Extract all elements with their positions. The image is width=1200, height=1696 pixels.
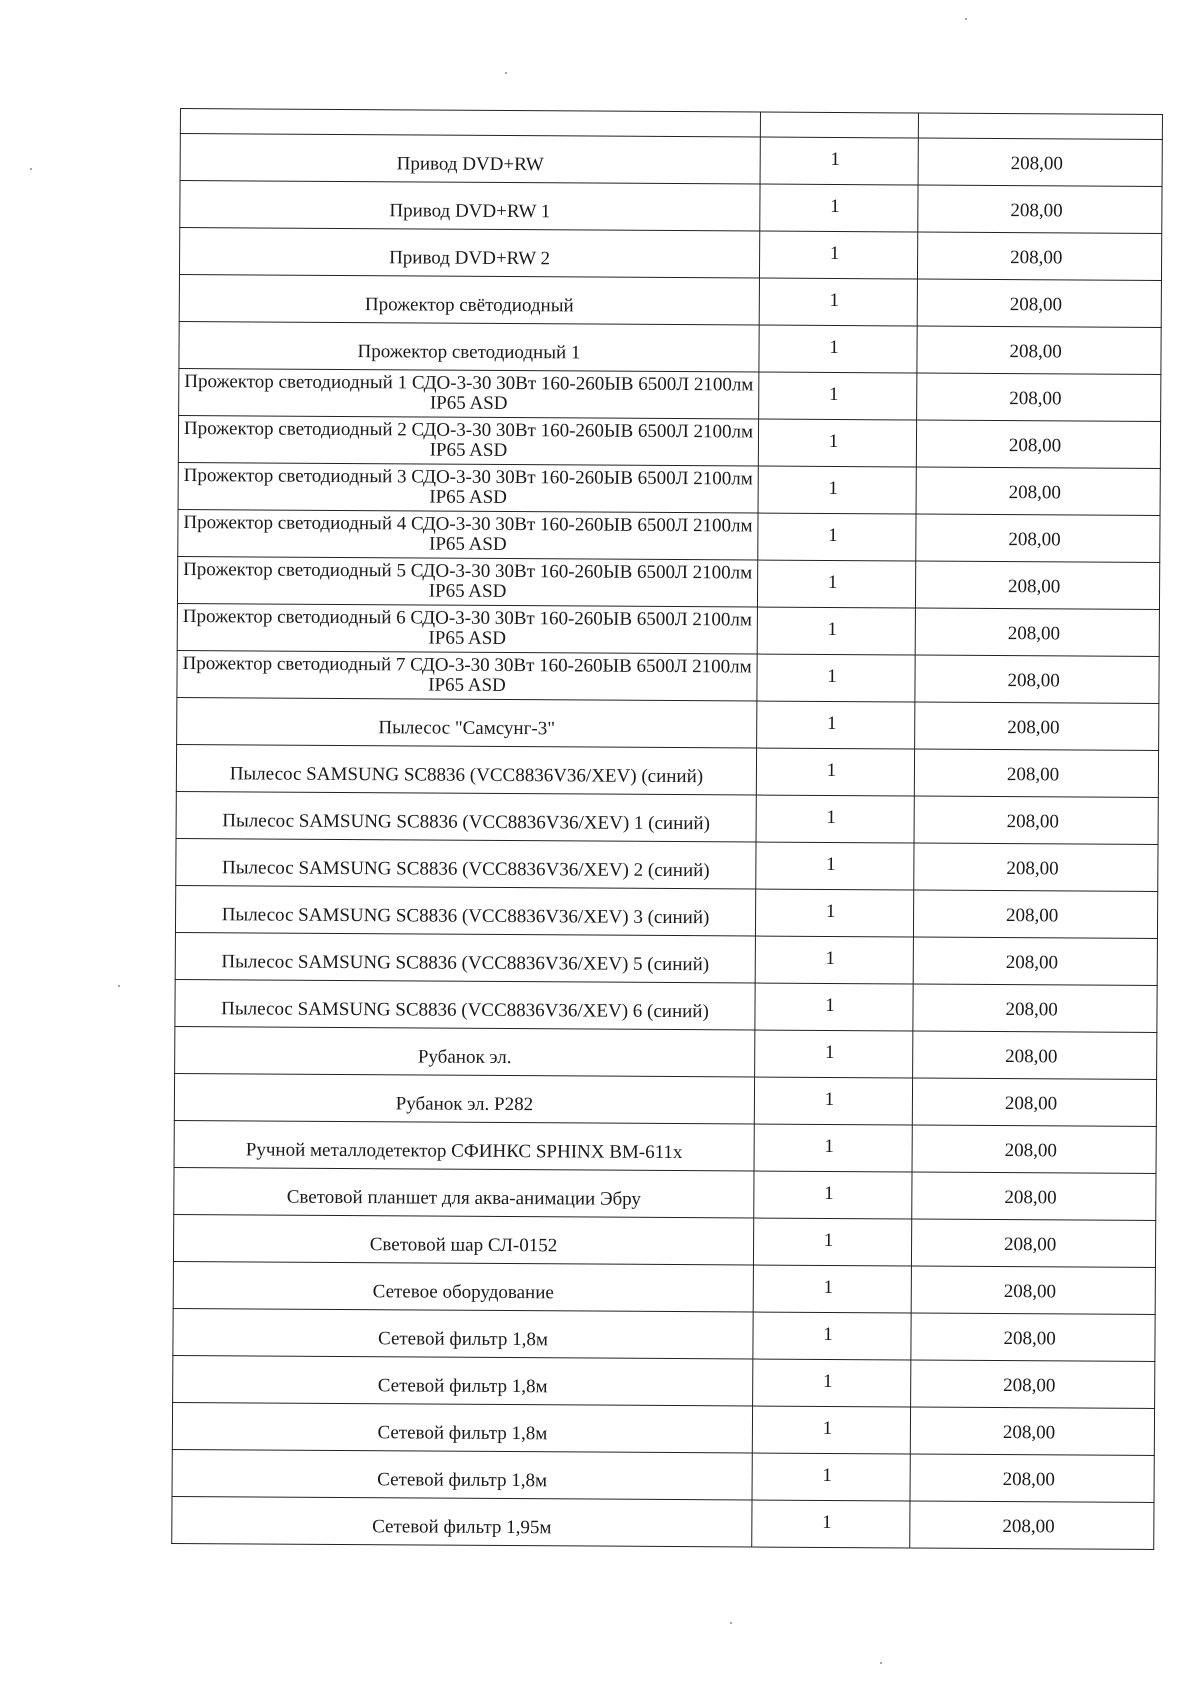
item-name: Сетевой фильтр 1,8м [378, 1327, 548, 1350]
item-sum-cell [914, 796, 1158, 844]
item-qty-cell [758, 513, 916, 561]
item-name: Рубанок эл. [417, 1045, 512, 1068]
header-cell-sum [918, 113, 1162, 139]
item-sum-cell [912, 1172, 1156, 1220]
scan-speck [880, 1662, 882, 1664]
item-name-cell [173, 1261, 753, 1312]
item-name: Привод DVD+RW 2 [389, 246, 551, 269]
item-sum: 208,00 [1004, 1187, 1057, 1209]
table-row [177, 603, 1159, 656]
table-row [179, 228, 1161, 281]
scan-speck [965, 18, 967, 20]
item-name: Пылесос SAMSUNG SC8836 (VCC8836V36/XEV) 1 (синий) [222, 809, 711, 834]
item-sum: 208,00 [1004, 1093, 1058, 1115]
item-qty: 1 [824, 1135, 834, 1157]
item-name: Пылесос SAMSUNG SC8836 (VCC8836V36/XEV) 2 (синий) [221, 856, 710, 881]
item-qty: 1 [826, 712, 837, 734]
item-sum: 208,00 [1002, 1469, 1055, 1491]
item-sum: 208,00 [1006, 811, 1059, 833]
table-row [179, 321, 1161, 374]
item-sum-cell [913, 890, 1157, 938]
table-row [176, 838, 1158, 891]
item-name-cell [176, 838, 756, 889]
item-sum-cell [915, 608, 1159, 656]
table-row [174, 1120, 1156, 1173]
item-sum-cell [913, 937, 1157, 985]
item-sum-cell [912, 1125, 1156, 1173]
table-row [177, 650, 1159, 703]
item-sum-cell [911, 1266, 1155, 1314]
item-sum-cell [918, 138, 1162, 186]
item-sum: 208,00 [1008, 435, 1062, 457]
item-qty: 1 [828, 383, 839, 405]
scan-speck [118, 985, 120, 987]
item-qty: 1 [828, 430, 839, 452]
table-row [178, 415, 1160, 468]
item-name: Прожектор светодиодный 4 СДО-3-30 30Вт 160-260ЫВ 6500Л 2100лм IP65 ASD [183, 512, 753, 556]
table-row [176, 791, 1158, 844]
item-qty: 1 [830, 148, 841, 170]
item-name: Пылесос "Самсунг-3" [378, 716, 556, 739]
item-name: Прожектор светодиодный 5 СДО-3-30 30Вт 160-260ЫВ 6500Л 2100лм IP65 ASD [183, 559, 753, 603]
table-row [173, 1355, 1155, 1408]
item-sum: 208,00 [1010, 247, 1063, 269]
item-qty-cell [759, 278, 917, 326]
item-sum: 208,00 [1008, 529, 1061, 551]
table-row [178, 509, 1160, 562]
item-qty-cell [756, 795, 914, 843]
item-qty-cell [757, 701, 915, 749]
item-qty-cell [760, 137, 918, 185]
item-sum: 208,00 [1004, 1140, 1057, 1162]
item-qty: 1 [825, 947, 836, 969]
table-row [172, 1402, 1154, 1455]
item-name: Световой планшет для аква-анимации Эбру [286, 1186, 642, 1210]
item-sum-cell [911, 1219, 1155, 1267]
table-row [178, 462, 1160, 515]
table-row [175, 932, 1157, 985]
item-name-cell [175, 979, 755, 1030]
item-name-cell [179, 274, 759, 325]
item-sum-cell [917, 232, 1161, 280]
item-name: Сетевой фильтр 1,8м [377, 1421, 548, 1444]
item-name-cell [175, 932, 755, 983]
item-qty: 1 [827, 618, 838, 640]
table-row [173, 1214, 1155, 1267]
item-qty-cell [752, 1453, 910, 1501]
item-sum-cell [910, 1454, 1154, 1502]
item-sum-cell [918, 185, 1162, 233]
item-name: Пылесос SAMSUNG SC8836 (VCC8836V36/XEV) 6 (синий) [221, 997, 709, 1022]
item-name: Прожектор светодиодный 2 СДО-3-30 30Вт 160-260ЫВ 6500Л 2100лм IP65 ASD [183, 418, 754, 462]
item-qty: 1 [825, 900, 836, 922]
item-name: Световой шар СЛ-0152 [369, 1233, 558, 1256]
table-row [172, 1496, 1154, 1549]
item-sum: 208,00 [1005, 952, 1059, 974]
item-sum: 208,00 [1010, 200, 1063, 222]
header-cell-name [180, 109, 760, 138]
item-sum: 208,00 [1003, 1328, 1056, 1350]
item-name-cell [180, 181, 760, 232]
item-name-cell [180, 134, 760, 185]
scan-speck [505, 72, 507, 74]
item-name-cell [172, 1402, 752, 1453]
item-qty: 1 [829, 336, 839, 358]
item-sum-cell [915, 702, 1159, 750]
item-qty-cell [752, 1406, 910, 1454]
item-qty: 1 [827, 665, 837, 687]
item-sum-cell [914, 843, 1158, 891]
item-sum-cell [913, 1031, 1157, 1079]
item-qty-cell [758, 466, 916, 514]
item-qty: 1 [824, 1041, 835, 1063]
header-cell-qty [760, 112, 918, 138]
item-sum-cell [912, 1078, 1156, 1126]
item-qty: 1 [827, 571, 838, 593]
item-name-cell [177, 650, 757, 701]
item-sum: 208,00 [1009, 341, 1062, 363]
item-name-cell [176, 744, 756, 795]
item-name: Рубанок эл. Р282 [395, 1092, 534, 1115]
item-name-cell [177, 603, 757, 654]
item-sum-cell [917, 326, 1161, 374]
table-row [177, 697, 1159, 750]
item-name: Ручной металлодетектор СФИНКС SPHINX ВМ-611х [245, 1138, 683, 1163]
item-sum-cell [917, 279, 1161, 327]
item-name-cell [176, 791, 756, 842]
item-name-cell [174, 1073, 754, 1124]
item-qty-cell [756, 748, 914, 796]
item-qty: 1 [822, 1417, 833, 1439]
item-sum: 208,00 [1006, 858, 1059, 880]
item-name-cell [172, 1496, 752, 1547]
item-name: Прожектор светодиодный 1 СДО-3-30 30Вт 160-260ЫВ 6500Л 2100лм IP65 ASD [184, 371, 754, 415]
item-qty-cell [758, 419, 916, 467]
item-name-cell [178, 509, 758, 560]
item-sum: 208,00 [1008, 482, 1061, 504]
item-name: Привод DVD+RW 1 [389, 199, 551, 222]
item-name: Прожектор светодиодный 3 СДО-3-30 30Вт 160-260ЫВ 6500Л 2100лм IP65 ASD [183, 465, 753, 509]
item-qty-cell [759, 325, 917, 373]
item-name-cell [173, 1308, 753, 1359]
item-qty: 1 [823, 1276, 834, 1298]
item-qty-cell [755, 889, 913, 937]
table-row [177, 556, 1159, 609]
item-name: Прожектор светодиодный 6 СДО-3-30 30Вт 160-260ЫВ 6500Л 2100лм IP65 ASD [182, 606, 753, 650]
item-sum: 208,00 [1010, 153, 1063, 175]
item-name-cell [174, 1167, 754, 1218]
item-name: Сетевое оборудование [372, 1280, 554, 1303]
table-row [175, 979, 1157, 1032]
item-sum-cell [913, 984, 1157, 1032]
item-qty-cell [755, 936, 913, 984]
item-sum-cell [915, 655, 1159, 703]
item-qty-cell [753, 1312, 911, 1360]
item-qty-cell [755, 983, 913, 1031]
item-qty: 1 [822, 1511, 832, 1533]
item-qty-cell [756, 842, 914, 890]
table-row [179, 274, 1161, 327]
item-name: Пылесос SAMSUNG SC8836 (VCC8836V36/XEV) 5 (синий) [221, 950, 710, 975]
item-name-cell [177, 556, 757, 607]
item-sum-cell [910, 1501, 1154, 1549]
item-qty: 1 [828, 524, 838, 546]
item-sum-cell [915, 561, 1159, 609]
item-qty-cell [754, 1124, 912, 1172]
table-row [174, 1167, 1156, 1220]
item-sum-cell [916, 467, 1160, 515]
item-sum-cell [911, 1360, 1155, 1408]
item-qty-cell [753, 1218, 911, 1266]
item-qty-cell [754, 1077, 912, 1125]
table-row [176, 744, 1158, 797]
item-qty: 1 [822, 1370, 833, 1392]
item-name-cell [173, 1355, 753, 1406]
scan-speck [30, 168, 32, 170]
item-sum-cell [911, 1313, 1155, 1361]
item-sum: 208,00 [1006, 905, 1059, 927]
item-qty: 1 [825, 994, 835, 1016]
item-qty: 1 [824, 1182, 834, 1204]
item-sum: 208,00 [1007, 670, 1060, 692]
item-sum: 208,00 [1005, 999, 1058, 1021]
item-qty-cell [757, 607, 915, 655]
item-qty: 1 [822, 1464, 832, 1486]
item-sum: 208,00 [1003, 1281, 1057, 1303]
item-sum: 208,00 [1003, 1375, 1056, 1397]
item-name: Привод DVD+RW [396, 152, 544, 175]
item-sum-cell [916, 420, 1160, 468]
item-name: Пылесос SAMSUNG SC8836 (VCC8836V36/XEV) 3 (синий) [221, 903, 710, 928]
item-qty-cell [754, 1171, 912, 1219]
item-qty: 1 [828, 477, 839, 499]
item-name: Пылесос SAMSUNG SC8836 (VCC8836V36/XEV) (синий) [229, 762, 704, 787]
item-qty-cell [759, 231, 917, 279]
item-qty: 1 [824, 1088, 835, 1110]
table-row [179, 368, 1161, 421]
item-sum: 208,00 [1005, 1046, 1058, 1068]
item-name: Прожектор светодиодный 7 СДО-3-30 30Вт 160-260ЫВ 6500Л 2100лм IP65 ASD [182, 653, 752, 697]
item-name: Сетевой фильтр 1,8м [377, 1468, 548, 1491]
table-row [175, 1026, 1157, 1079]
table-row [180, 181, 1162, 234]
table-row [172, 1449, 1154, 1502]
item-name: Сетевой фильтр 1,8м [377, 1374, 548, 1397]
item-sum: 208,00 [1009, 388, 1062, 410]
item-sum-cell [916, 514, 1160, 562]
item-sum: 208,00 [1002, 1422, 1056, 1444]
item-qty: 1 [830, 195, 840, 217]
inventory-table-body [172, 109, 1163, 1550]
item-sum: 208,00 [1006, 764, 1060, 786]
item-sum-cell [914, 749, 1158, 797]
item-name-cell [174, 1120, 754, 1171]
item-qty: 1 [823, 1229, 834, 1251]
item-qty-cell [757, 560, 915, 608]
item-qty: 1 [826, 806, 836, 828]
table-row [173, 1261, 1155, 1314]
item-name-cell [173, 1214, 753, 1265]
item-name-cell [179, 368, 759, 419]
item-sum-cell [917, 373, 1161, 421]
item-qty: 1 [829, 242, 840, 264]
item-qty-cell [760, 184, 918, 232]
item-name-cell [178, 462, 758, 513]
item-qty-cell [753, 1359, 911, 1407]
item-sum: 208,00 [1007, 623, 1061, 645]
table-row [173, 1308, 1155, 1361]
inventory-table [171, 108, 1163, 1550]
item-qty: 1 [826, 853, 836, 875]
item-name-cell [177, 697, 757, 748]
table-row [180, 134, 1162, 187]
item-name: Прожектор светодиодный 1 [357, 340, 581, 363]
item-name-cell [179, 321, 759, 372]
item-sum: 208,00 [1008, 576, 1061, 598]
item-name-cell [175, 885, 755, 936]
item-name-cell [178, 415, 758, 466]
item-sum: 208,00 [1007, 717, 1060, 739]
item-qty: 1 [823, 1323, 833, 1345]
item-name: Прожектор свётодиодный [364, 293, 574, 316]
item-sum: 208,00 [1002, 1516, 1055, 1538]
item-name-cell [172, 1449, 752, 1500]
item-qty-cell [753, 1265, 911, 1313]
item-sum: 208,00 [1009, 294, 1063, 316]
item-qty-cell [757, 654, 915, 702]
table-row [174, 1073, 1156, 1126]
item-qty-cell [752, 1500, 910, 1548]
item-qty: 1 [826, 759, 837, 781]
item-qty-cell [759, 372, 917, 420]
item-qty-cell [755, 1030, 913, 1078]
item-name-cell [179, 228, 759, 279]
scan-speck [730, 1622, 732, 1624]
item-qty: 1 [829, 289, 840, 311]
table-row [175, 885, 1157, 938]
item-sum: 208,00 [1004, 1234, 1057, 1256]
item-name: Сетевой фильтр 1,95м [372, 1515, 552, 1538]
item-sum-cell [910, 1407, 1154, 1455]
item-name-cell [175, 1026, 755, 1077]
